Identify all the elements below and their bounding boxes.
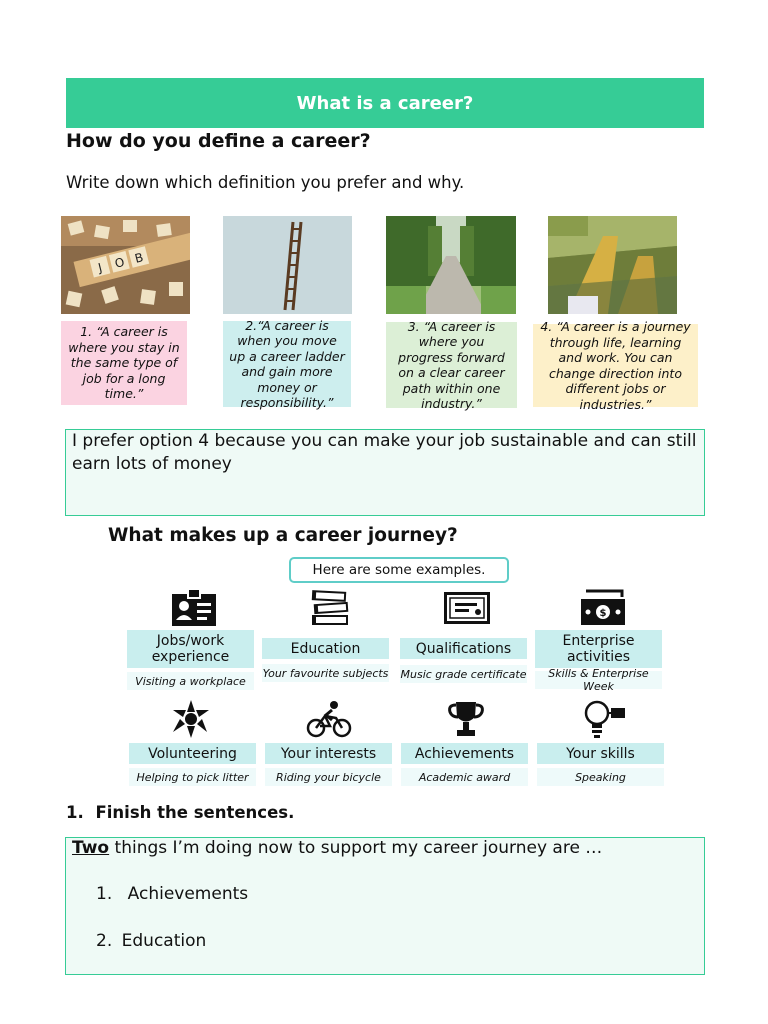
journey-example-text: Music grade certificate <box>400 667 527 681</box>
svg-text:$: $ <box>599 608 607 619</box>
journey-example-text: Helping to pick litter <box>136 770 249 784</box>
books-icon <box>306 588 354 628</box>
definition-card-2 <box>223 317 351 410</box>
svg-text:O: O <box>113 254 126 271</box>
trophy-icon <box>444 698 488 740</box>
journey-label-achievements <box>401 743 528 764</box>
finish-heading-text: Finish the sentences. <box>95 803 295 822</box>
id-badge-icon <box>170 588 218 628</box>
journey-label-jobs <box>127 630 254 668</box>
instruction-text: Write down which definition you prefer and why. <box>66 173 465 192</box>
examples-label: Here are some examples. <box>312 562 486 578</box>
finish-number: 1. <box>66 803 84 822</box>
money-icon <box>577 588 629 628</box>
journey-label-education <box>262 638 389 659</box>
journey-example-text: Academic award <box>418 770 511 784</box>
lightbulb-icon <box>580 697 630 741</box>
journey-example-volunteering <box>129 768 256 786</box>
journey-example-enterprise <box>535 667 662 693</box>
section-heading-journey: What makes up a career journey? <box>108 525 458 546</box>
journey-label-qualifications <box>400 638 527 659</box>
finish-heading <box>66 803 294 822</box>
journey-label-text: Jobs/work experience <box>151 633 230 665</box>
journey-label-text: Your skills <box>566 745 635 762</box>
definition-card-1 <box>61 321 187 405</box>
cyclist-icon <box>305 699 353 739</box>
journey-example-text: Visiting a workplace <box>135 674 246 688</box>
journey-label-text: Achievements <box>414 745 515 762</box>
journey-example-text: Speaking <box>575 770 626 784</box>
examples-callout <box>289 557 509 583</box>
journey-example-qualifications <box>400 665 527 683</box>
helping-hands-icon <box>168 697 214 741</box>
definition-text: 2.“A career is when you move up a career ladder and gain more money or responsibility.” <box>229 317 345 410</box>
path-image <box>386 216 516 314</box>
answer-box[interactable] <box>65 429 705 516</box>
definition-card-4 <box>533 319 698 412</box>
page-title: What is a career? <box>296 92 474 114</box>
ladder-image <box>223 216 352 314</box>
svg-text:B: B <box>133 250 145 266</box>
journey-example-text: Skills & Enterprise Week <box>548 667 649 693</box>
list-text: Achievements <box>127 884 249 904</box>
list-item <box>96 931 206 951</box>
journey-label-text: Qualifications <box>415 640 512 657</box>
journey-label-text: Education <box>290 640 361 657</box>
journey-label-enterprise <box>535 630 662 668</box>
definition-card-3 <box>386 318 517 411</box>
list-number: 2. <box>96 931 113 951</box>
title-banner <box>66 78 704 128</box>
definition-text: 3. “A career is where you progress forward on a clear career path within one industry.” <box>398 318 505 411</box>
journey-example-jobs <box>127 672 254 690</box>
definition-text: 4. “A career is a journey through life, learning and work. You can change direction into different jobs or industries.” <box>540 319 691 412</box>
certificate-icon <box>443 590 491 626</box>
svg-text:J: J <box>96 260 104 275</box>
journey-example-text: Your favourite subjects <box>262 666 389 680</box>
journey-example-interests <box>265 768 392 786</box>
landscape-image <box>548 216 677 314</box>
journey-example-education <box>262 664 389 682</box>
sentence-prompt-text: things I’m doing now to support my career journey are … <box>114 838 603 858</box>
sentence-prompt <box>72 838 602 858</box>
journey-example-skills <box>537 768 664 786</box>
definition-text: 1. “A career is where you stay in the same type of job for a long time.” <box>68 324 180 402</box>
section-heading-define: How do you define a career? <box>66 130 371 152</box>
journey-label-text: Volunteering <box>148 745 237 762</box>
sentence-emphasis: Two <box>72 838 110 858</box>
journey-example-achievements <box>401 768 528 786</box>
journey-label-text: Your interests <box>280 745 377 762</box>
journey-label-skills <box>537 743 664 764</box>
journey-label-volunteering <box>129 743 256 764</box>
answer-text: I prefer option 4 because you can make your job sustainable and can still earn lots of money <box>72 431 697 474</box>
scrabble-job-image <box>61 216 190 314</box>
journey-label-interests <box>265 743 392 764</box>
journey-label-text: Enterprise activities <box>562 633 635 665</box>
list-text: Education <box>121 931 207 951</box>
list-number: 1. <box>96 884 113 904</box>
list-item <box>96 884 248 904</box>
journey-example-text: Riding your bicycle <box>276 770 381 784</box>
